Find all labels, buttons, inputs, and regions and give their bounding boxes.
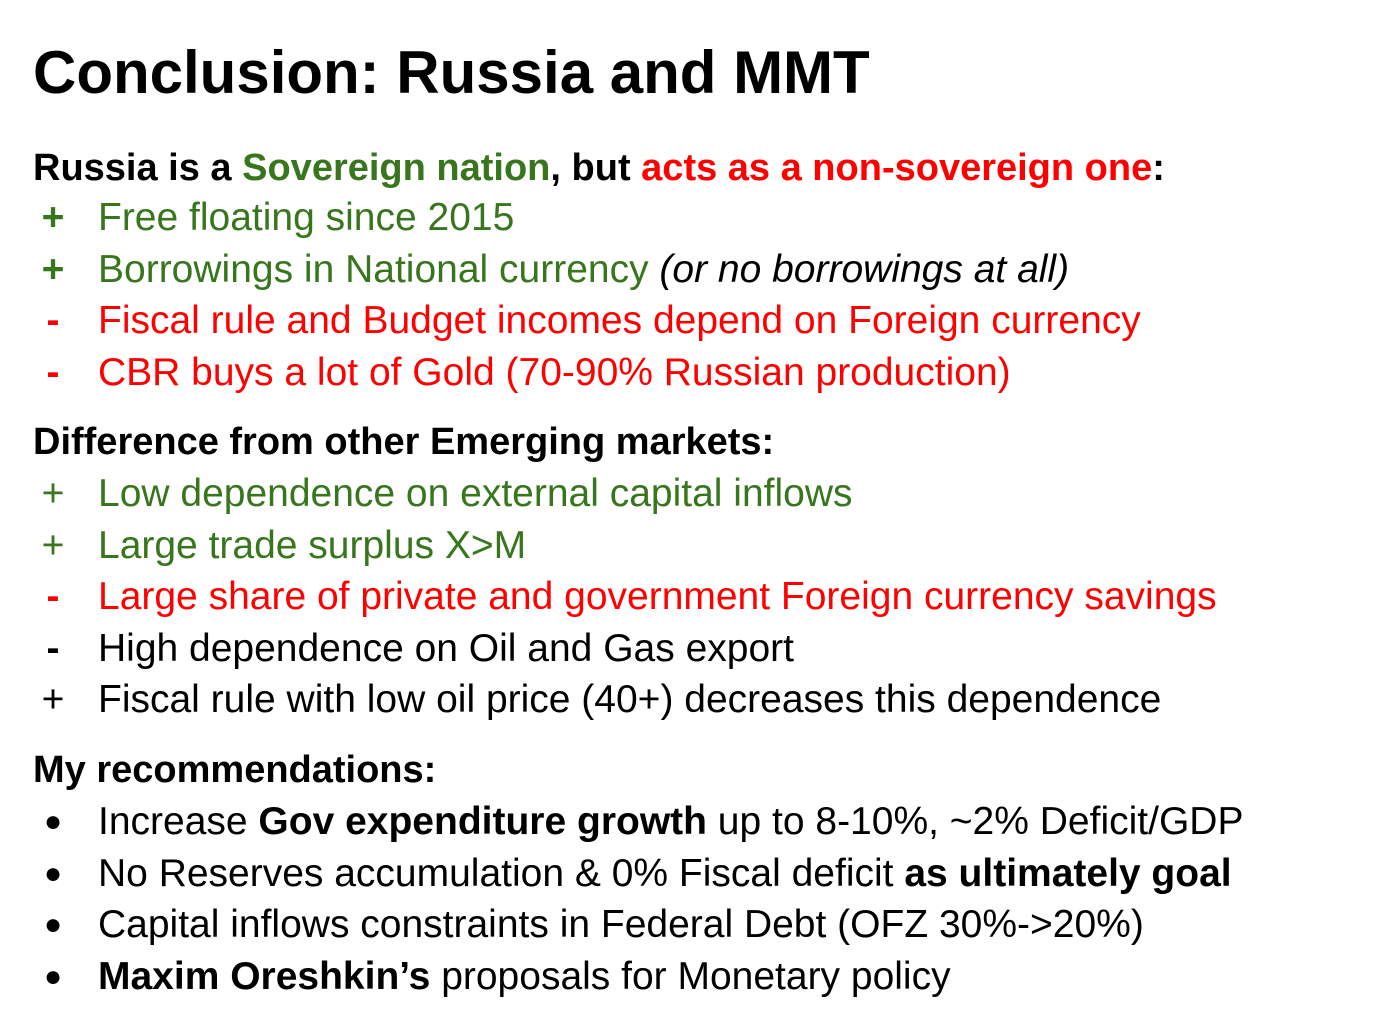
list-item-text: Low dependence on external capital inflows	[98, 472, 853, 515]
list-item-text	[98, 849, 1232, 899]
list-item-text	[98, 900, 1144, 950]
section2-heading: Difference from other Emerging markets:	[33, 421, 775, 463]
plus-marker: +	[41, 196, 65, 239]
plus-marker: +	[41, 524, 65, 567]
list-item-part: Increase	[98, 800, 259, 843]
section1-heading	[33, 145, 1165, 191]
bullet-icon: ●	[43, 857, 63, 890]
list-item-note: (or no borrowings at all)	[659, 248, 1070, 291]
minus-marker: -	[46, 351, 60, 394]
list-item-text: Fiscal rule with low oil price (40+) decreases this dependence	[98, 678, 1162, 721]
list-item-part: Capital inflows constraints in Federal Debt (OFZ 30%->20%)	[98, 903, 1144, 946]
list-item-emphasis: Gov expenditure growth	[258, 800, 707, 843]
plus-marker: +	[41, 248, 65, 291]
list-item-text: CBR buys a lot of Gold (70-90% Russian production)	[98, 351, 1011, 394]
bullet-icon: ●	[43, 960, 63, 993]
minus-marker: -	[46, 299, 60, 342]
list-item-text	[98, 952, 951, 1002]
list-item-text: High dependence on Oil and Gas export	[98, 627, 794, 670]
section1-heading-part-a: Russia is a	[33, 147, 243, 189]
section3-heading: My recommendations:	[33, 749, 437, 791]
section1-heading-part-c: , but	[550, 147, 642, 189]
plus-marker: +	[41, 472, 65, 515]
bullet-icon: ●	[43, 908, 63, 941]
list-item-part: No Reserves accumulation & 0% Fiscal deficit	[98, 852, 905, 895]
list-item-text	[98, 245, 1069, 295]
list-item-text: Large share of private and government Foreign currency savings	[98, 575, 1217, 618]
plus-marker: +	[41, 678, 65, 721]
list-item-text: Free floating since 2015	[98, 196, 515, 239]
list-item-text: Fiscal rule and Budget incomes depend on Foreign currency	[98, 299, 1141, 342]
section1-heading-sovereign: Sovereign nation	[242, 147, 551, 189]
list-item-text: Large trade surplus X>M	[98, 524, 527, 567]
slide-title: Conclusion: Russia and MMT	[33, 39, 870, 106]
list-item-emphasis: as ultimately goal	[904, 852, 1232, 895]
list-item-emphasis: Maxim Oreshkin’s	[98, 955, 431, 998]
minus-marker: -	[46, 575, 60, 618]
section1-heading-non-sovereign: acts as a non-sovereign one	[641, 147, 1153, 189]
bullet-icon: ●	[43, 805, 63, 838]
section1-heading-colon: :	[1152, 147, 1165, 189]
list-item-part: up to 8-10%, ~2% Deficit/GDP	[706, 800, 1244, 843]
list-item-part: proposals for Monetary policy	[430, 955, 951, 998]
list-item-main: Borrowings in National currency	[98, 248, 660, 291]
minus-marker: -	[46, 627, 60, 670]
list-item-text	[98, 797, 1243, 847]
